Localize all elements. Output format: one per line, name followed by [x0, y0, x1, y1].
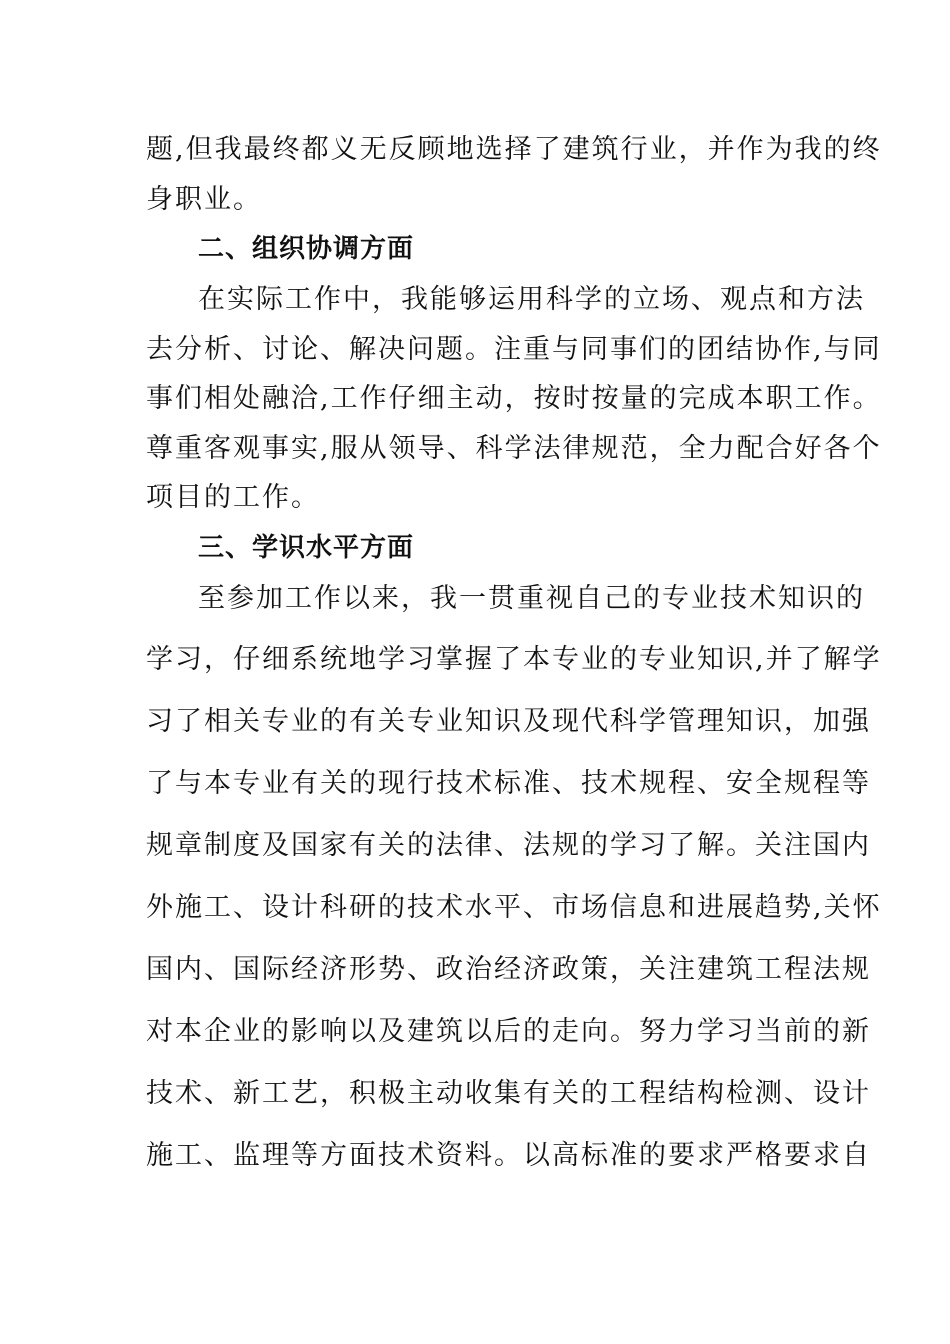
section-heading: 二、组织协调方面: [198, 234, 415, 264]
paragraph-line: 去分析、讨论、解决问题。注重与同事们的团结协作,与同: [146, 334, 882, 365]
paragraph-line: 了与本专业有关的现行技术标准、技术规程、安全规程等: [146, 768, 871, 799]
paragraph-line: 规章制度及国家有关的法律、法规的学习了解。关注国内: [146, 830, 871, 861]
paragraph-line: 技术、新工艺，积极主动收集有关的工程结构检测、设计: [146, 1078, 871, 1109]
paragraph-line: 习了相关专业的有关专业知识及现代科学管理知识，加强: [146, 706, 871, 737]
paragraph-line: 学习，仔细系统地学习掌握了本专业的专业知识,并了解学: [146, 644, 882, 675]
paragraph-line: 施工、监理等方面技术资料。以高标准的要求严格要求自: [146, 1140, 871, 1171]
paragraph-line: 项目的工作。: [146, 482, 320, 513]
paragraph-line: 题,但我最终都义无反顾地选择了建筑行业，并作为我的终: [146, 134, 882, 165]
section-heading: 三、学识水平方面: [198, 533, 415, 563]
paragraph-line: 国内、国际经济形势、政治经济政策，关注建筑工程法规: [146, 954, 871, 985]
paragraph-line: 至参加工作以来，我一贯重视自己的专业技术知识的: [198, 583, 865, 614]
paragraph-line: 外施工、设计科研的技术水平、市场信息和进展趋势,关怀: [146, 892, 882, 923]
paragraph-line: 身职业。: [146, 184, 262, 215]
paragraph-line: 对本企业的影响以及建筑以后的走向。努力学习当前的新: [146, 1016, 871, 1047]
paragraph-line: 事们相处融洽,工作仔细主动，按时按量的完成本职工作。: [146, 383, 882, 414]
paragraph-line: 尊重客观事实,服从领导、科学法律规范，全力配合好各个: [146, 433, 882, 464]
paragraph-line: 在实际工作中，我能够运用科学的立场、观点和方法: [198, 284, 865, 315]
